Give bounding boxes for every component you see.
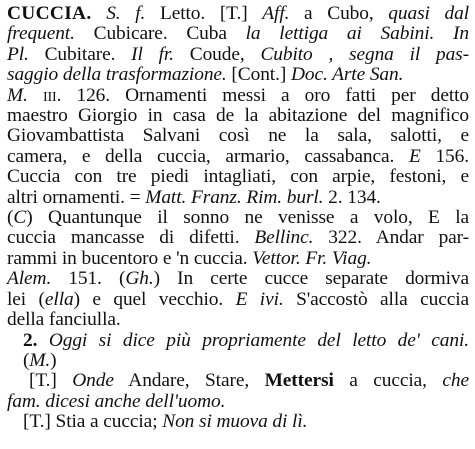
entry-text: E ivi. xyxy=(235,288,284,310)
entry-text: Gh. xyxy=(125,268,154,290)
entry-line xyxy=(7,86,469,106)
entry-line xyxy=(7,392,469,412)
entry-text: ) Quantunque il sonno ne venisse a volo, E la xyxy=(26,207,469,229)
entry-line xyxy=(7,106,469,126)
entry-text: altri ornamenti. = xyxy=(7,186,146,208)
entry-text: M. xyxy=(29,349,51,371)
entry-line xyxy=(7,126,469,146)
entry-line xyxy=(7,188,469,208)
entry-text: 151. ( xyxy=(51,268,126,290)
entry-line xyxy=(7,228,469,248)
entry-text: Doc. Arte San. xyxy=(290,64,404,86)
entry-text xyxy=(92,3,107,24)
entry-text: cuccia mancasse di difetti. xyxy=(7,227,255,249)
entry-text: . 126. Ornamenti messi a oro fatti per detto xyxy=(56,84,470,106)
entry-text: ) In certe cucce separate dormiva xyxy=(153,268,469,290)
entry-text: rammi in bucentoro e 'n cuccia. xyxy=(7,247,253,269)
entry-text: S'accostò alla cuccia xyxy=(283,288,470,310)
entry-text: la lettiga ai Sabini. In xyxy=(245,23,469,45)
entry-text: a cuccia, xyxy=(333,370,443,392)
entry-text: ) e quel vecchio. xyxy=(73,288,236,310)
entry-text: Alem. xyxy=(7,268,52,290)
entry-text: fam. dicesi anche dell'uomo. xyxy=(7,390,226,412)
entry-text: Giovambattista Salvani così ne la sala, salotti, e xyxy=(7,125,469,147)
entry-text: frequent. xyxy=(7,23,75,45)
entry-text: Cubito , segna il pas- xyxy=(260,43,469,65)
entry-text: lei ( xyxy=(7,288,45,310)
entry-text: della fanciulla. xyxy=(7,309,121,331)
entry-text: Il fr. xyxy=(131,43,174,65)
entry-text: Onde xyxy=(72,370,114,392)
entry-line xyxy=(7,249,469,269)
entry-text: Coude, xyxy=(173,43,261,65)
entry-text: 2. xyxy=(23,329,49,351)
entry-text: E xyxy=(408,145,421,167)
entry-text: Bellinc. xyxy=(254,227,314,249)
entry-line xyxy=(7,208,469,228)
entry-text: S. f. xyxy=(106,3,146,24)
entry-text: che xyxy=(442,370,470,392)
entry-text: [T.] Stia a cuccia; xyxy=(23,411,163,433)
entry-line xyxy=(7,24,469,44)
entry-text: 322. Andar par- xyxy=(313,227,470,249)
entry-line xyxy=(7,412,469,432)
entry-text: [T.] xyxy=(29,370,73,392)
entry-text: saggio della trasformazione. xyxy=(7,64,227,86)
entry-text: ella xyxy=(44,288,74,310)
entry-line xyxy=(7,45,469,65)
entry-text: camera, e della cuccia, armario, cassabanca. xyxy=(7,145,409,167)
dictionary-entry-cuccia xyxy=(7,4,469,433)
entry-line xyxy=(7,147,469,167)
entry-text: Andare, Stare, xyxy=(113,370,265,392)
entry-line xyxy=(7,371,469,391)
entry-text: Cubitare. xyxy=(28,43,132,65)
entry-line xyxy=(7,167,469,187)
entry-text: ) xyxy=(50,349,57,371)
entry-text: iii xyxy=(42,84,57,106)
headword: CUCCIA. xyxy=(7,3,92,24)
entry-text: ( xyxy=(7,207,14,229)
entry-text: C xyxy=(13,207,27,229)
entry-line xyxy=(7,290,469,310)
entry-text: a Cubo, xyxy=(289,3,389,24)
entry-text: Matt. Franz. Rim. burl. xyxy=(145,186,324,208)
entry-text xyxy=(28,85,43,106)
entry-text: Oggi si dice più propriamente del letto de' cani. xyxy=(48,329,470,351)
entry-text: Aff. xyxy=(262,3,290,24)
entry-line xyxy=(7,310,469,330)
entry-text: ( xyxy=(23,349,30,371)
entry-text: Letto. [T.] xyxy=(145,3,263,24)
entry-text: 156. xyxy=(420,145,469,167)
entry-text: Mettersi xyxy=(264,370,334,392)
entry-line xyxy=(7,331,469,351)
entry-text: [Cont.] xyxy=(226,64,291,86)
entry-text: M. xyxy=(7,84,28,106)
entry-line xyxy=(7,351,469,371)
entry-text: quasi dal xyxy=(388,3,469,24)
entry-line xyxy=(7,269,469,289)
entry-text: Non si muova di lì. xyxy=(162,411,308,433)
entry-text: Cubicare. Cuba xyxy=(74,23,246,45)
entry-text: Pl. xyxy=(7,43,29,65)
entry-line xyxy=(7,65,469,85)
entry-text: maestro Giorgio in casa de la abitazione del magnifico xyxy=(7,105,469,127)
entry-text: Cuccia con tre piedi intagliati, con arpie, festoni, e xyxy=(7,166,469,188)
entry-line xyxy=(7,4,469,24)
entry-text: Vettor. Fr. Viag. xyxy=(252,247,372,269)
entry-text: 2. 134. xyxy=(323,186,381,208)
